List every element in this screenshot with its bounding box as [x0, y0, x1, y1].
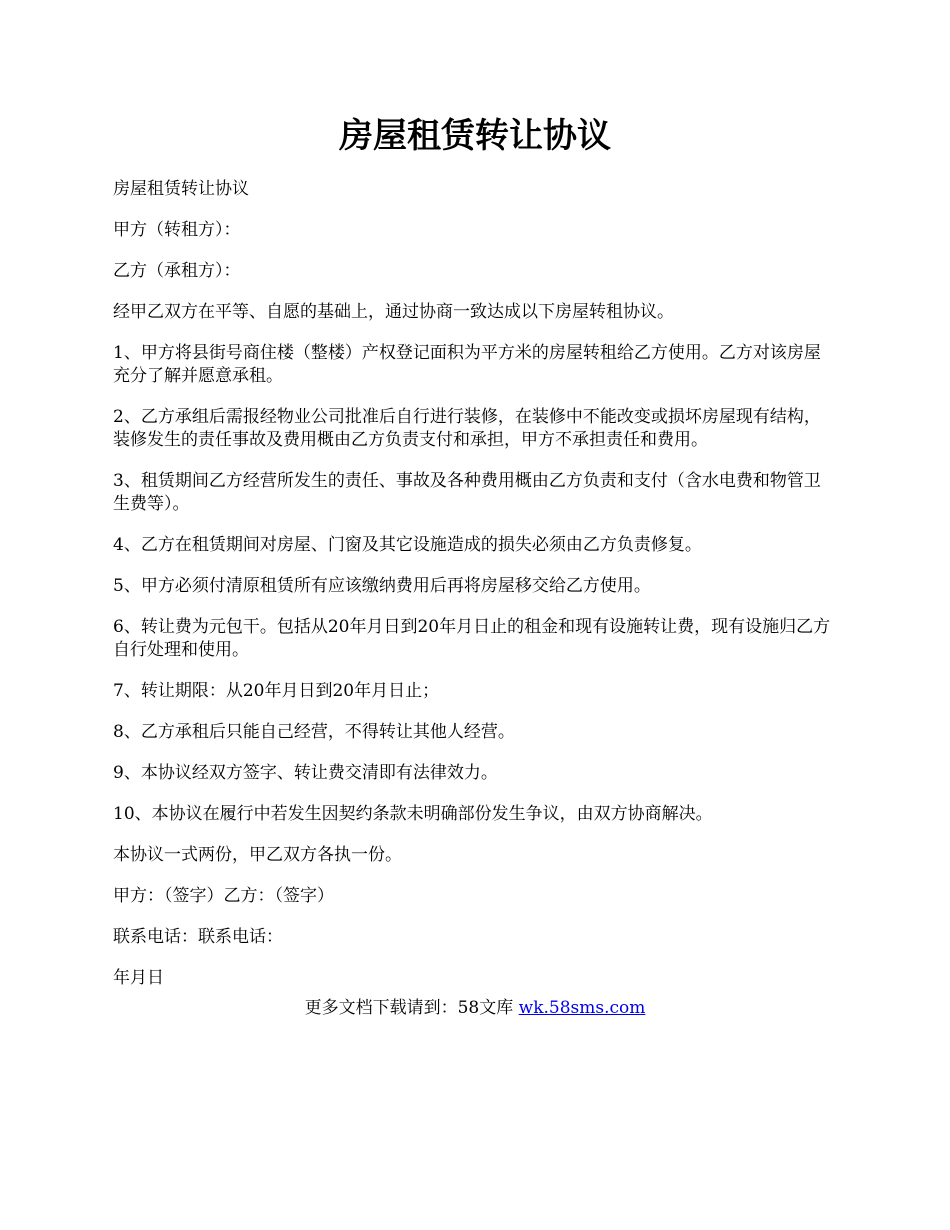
- paragraph-date: 年月日: [113, 968, 164, 988]
- document-body: [113, 178, 833, 1008]
- paragraph-phone: 联系电话：联系电话：: [113, 927, 283, 947]
- clause-2: 2、乙方承组后需报经物业公司批准后自行进行装修，在装修中不能改变或损坏房屋现有结构，装修发生的责任事故及费用概由乙方负责支付和承担，甲方不承担责任和费用。: [113, 407, 821, 450]
- paragraph-party-b: 乙方（承租方）：: [113, 261, 241, 281]
- footer-link[interactable]: wk.58sms.com: [518, 998, 646, 1018]
- footer: [0, 997, 950, 1020]
- clause-6: 6、转让费为元包干。包括从20年月日到20年月日止的租金和现有设施转让费，现有设施归乙方自行处理和使用。: [113, 617, 831, 660]
- clause-9: 9、本协议经双方签字、转让费交清即有法律效力。: [113, 763, 498, 783]
- clause-1: 1、甲方将县街号商住楼（整楼）产权登记面积为平方米的房屋转租给乙方使用。乙方对该房屋充分了解并愿意承租。: [113, 343, 821, 386]
- paragraph-signatures: 甲方：（签字）乙方：（签字）: [113, 886, 334, 906]
- paragraph-intro: 经甲乙双方在平等、自愿的基础上，通过协商一致达成以下房屋转租协议。: [113, 302, 674, 322]
- clause-4: 4、乙方在租赁期间对房屋、门窗及其它设施造成的损失必须由乙方负责修复。: [113, 535, 702, 555]
- clause-5: 5、甲方必须付清原租赁所有应该缴纳费用后再将房屋移交给乙方使用。: [113, 576, 651, 596]
- paragraph-party-a: 甲方（转租方）：: [113, 220, 241, 240]
- clause-3: 3、租赁期间乙方经营所发生的责任、事故及各种费用概由乙方负责和支付（含水电费和物管卫生费等）。: [113, 471, 821, 514]
- document-title: 房屋租赁转让协议: [339, 116, 611, 156]
- paragraph-subtitle: 房屋租赁转让协议: [113, 179, 249, 199]
- clause-10: 10、本协议在履行中若发生因契约条款未明确部份发生争议，由双方协商解决。: [113, 804, 713, 824]
- paragraph-copies: 本协议一式两份，甲乙双方各执一份。: [113, 845, 402, 865]
- clause-8: 8、乙方承租后只能自己经营，不得转让其他人经营。: [113, 722, 515, 742]
- clause-7: 7、转让期限：从20年月日到20年月日止；: [113, 681, 440, 701]
- footer-prefix: 更多文档下载请到：58文库: [304, 998, 519, 1018]
